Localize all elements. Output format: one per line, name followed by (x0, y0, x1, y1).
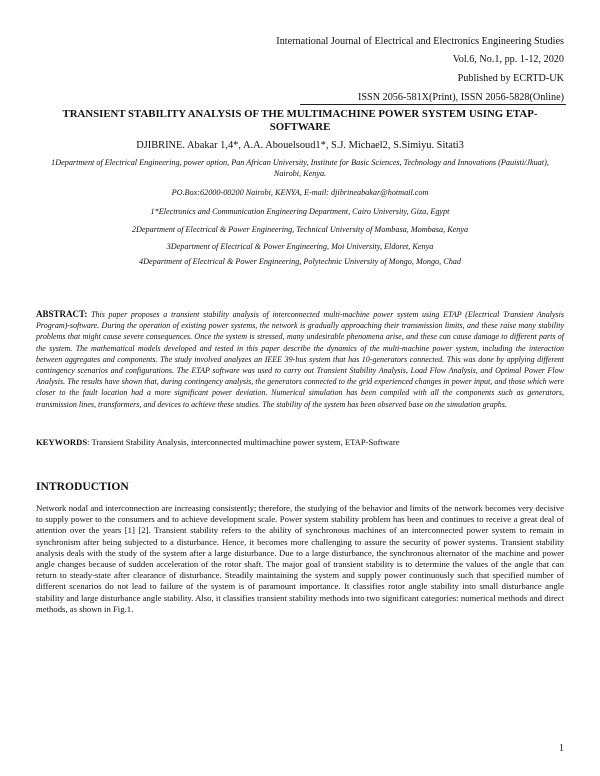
affiliation-2: 2Department of Electrical & Power Engineering, Technical University of Mombasa, Mombasa, Kenya (131, 225, 469, 234)
introduction-paragraph: Network nodal and interconnection are increasing consistently; therefore, the studying of the behavior and limits of the network becomes very decisive to supply power to the consumers and to achieve development scale. Power system stability problem has been and continues to receive a great deal of attention over the years [1] [2]. Transient stability refers to the ability of synchronous machines of an interconnected power system to remain in synchronism after being subjected to a disturbance. Hence, it becomes more challenging to assure the security of power systems. Transient stability analysis deals with the study of the system after a large disturbance. Due to a large disturbance, the synchronous alternator of the machine and power angle changes because of sudden acceleration of the rotor shaft. The major goal of transient stability is to determine the values of the angle that can return to steady-state after clearance of disturbance. Steadily maintaining the system and supply power continuously such that specified number of different scenarios do not lead to failure of the system is of paramount importance. It classifies rotor angle stability into small disturbance angle stability and large disturbance angle stability. Also, it classifies transient stability methods into two significant categories: numerical methods and direct methods, as shown in Fig.1. (36, 503, 564, 614)
abstract-text: This paper proposes a transient stability analysis of interconnected multi-machine power system using ETAP (Electrical Transient Analysis Program)-software. During the operation of existing power systems, the network is gradually approaching their transmission limits, and these raise many stability problems that might cause severe consequences. Once the system is stressed, many undesirable phenomena arise, and these can cause damage to different parts of the system. The mathematical models developed and tested in this paper describe the dynamics of the multi-machine power system, including the interaction between aggregates and components. The study involved analyzes an IEEE 39-bus system that has 10-generators connected. This was done by applying different contingency scenarios and configurations. The ETAP software was used to carry out Transient Stability Analysis, Load Flow Analysis, and Optimal Power Flow Analysis. The results have shown that, during contingency analysis, the generators connected to the grid experienced changes in power input, and those which were closer to the fault location had a more significant power deviation. Numerical simulation has been compiled with all the components such as generators, transmission lines, transformers, and devices to achieve these studies. The stability of the system has been observed base on the simulation graphs. (36, 310, 564, 409)
affiliation-1-star: 1*Electronics and Communication Engineering Department, Cairo University, Giza, Egypt (150, 207, 450, 216)
volume-info: Vol.6, No.1, pp. 1-12, 2020 (452, 54, 564, 65)
keywords-text: : Transient Stability Analysis, interconnected multimachine power system, ETAP-Software (87, 437, 400, 447)
header-divider (300, 104, 566, 105)
contact-address: PO.Box:62000-00200 Nairobi, KENYA, E-mail: djibrineabakar@hotmail.com (171, 188, 429, 197)
keywords-label: KEYWORDS (36, 437, 88, 447)
page-number: 1 (559, 743, 564, 754)
affiliation-3: 3Department of Electrical & Power Engineering, Moi University, Eldoret, Kenya (166, 242, 434, 251)
paper-title: TRANSIENT STABILITY ANALYSIS OF THE MULTIMACHINE POWER SYSTEM USING ETAP-SOFTWARE (62, 108, 538, 133)
author-list: DJIBRINE. Abakar 1,4*, A.A. Abouelsoud1*, S.J. Michael2, S.Simiyu. Sitati3 (136, 140, 464, 151)
journal-name: International Journal of Electrical and Electronics Engineering Studies (276, 36, 564, 47)
issn: ISSN 2056-581X(Print), ISSN 2056-5828(Online) (357, 92, 564, 103)
affiliation-1: 1Department of Electrical Engineering, power option, Pan African University, Institute for Basic Sciences, Technology and Innovations (Pauisti/Jkuat), Nairobi, Kenya. (51, 158, 549, 178)
affiliation-4: 4Department of Electrical & Power Engineering, Polytechnic University of Mongo, Mongo, Chad (139, 257, 461, 266)
keywords (36, 437, 564, 448)
section-heading-introduction: INTRODUCTION (36, 480, 129, 493)
abstract (36, 309, 564, 410)
publisher: Published by ECRTD-UK (457, 73, 564, 84)
abstract-label: ABSTRACT: (36, 309, 88, 319)
